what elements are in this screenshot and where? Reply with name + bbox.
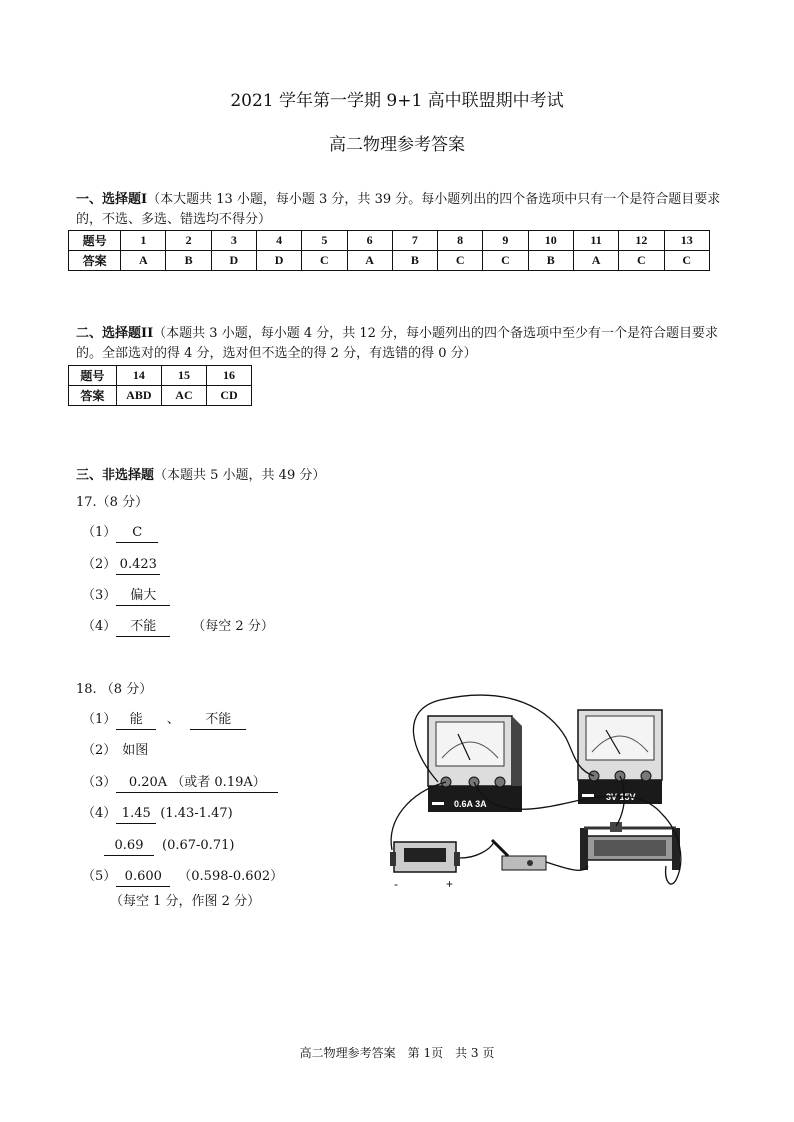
answer-range: (1.43-1.47) bbox=[160, 806, 233, 821]
question-cell: 8 bbox=[438, 231, 483, 251]
item-number: （4） bbox=[82, 806, 117, 821]
question-cell: 4 bbox=[256, 231, 301, 251]
answer-cell: CD bbox=[206, 386, 251, 406]
answer-cell: B bbox=[392, 251, 437, 271]
question-cell: 1 bbox=[121, 231, 166, 251]
answer-cell: A bbox=[347, 251, 392, 271]
answer-table-1 bbox=[68, 230, 710, 271]
section2-paragraph bbox=[76, 324, 726, 364]
table-row bbox=[69, 251, 710, 271]
q18-item-6 bbox=[82, 868, 283, 887]
answer-blank: 不能 bbox=[190, 711, 246, 730]
question-cell: 13 bbox=[664, 231, 709, 251]
answer-range: (0.67-0.71) bbox=[162, 838, 235, 853]
section2-heading: 二、选择题II bbox=[76, 326, 154, 341]
section1-description: （本大题共 13 小题，每小题 3 分，共 39 分。每小题列出的四个备选项中只有一个是符合题目要求的，不选、多选、错选均不得分） bbox=[76, 192, 721, 227]
answer-blank: 偏大 bbox=[116, 587, 170, 606]
answer-blank: 0.20A （或者 0.19A） bbox=[116, 774, 278, 793]
plus-sign: + bbox=[446, 877, 454, 891]
section1-heading: 一、选择题I bbox=[76, 192, 148, 207]
question-cell: 12 bbox=[619, 231, 664, 251]
q17-item-2 bbox=[82, 556, 160, 575]
answer-cell: AC bbox=[161, 386, 206, 406]
ammeter-label: 0.6A 3A bbox=[454, 799, 487, 809]
item-number: （2） bbox=[82, 557, 117, 572]
question-cell: 3 bbox=[211, 231, 256, 251]
separator: 、 bbox=[166, 712, 180, 727]
item-number: （5） bbox=[82, 869, 117, 884]
section3-paragraph bbox=[76, 466, 726, 486]
circuit-diagram bbox=[380, 690, 710, 895]
table-header-cell: 题号 bbox=[69, 366, 117, 386]
question-cell: 2 bbox=[166, 231, 211, 251]
voltmeter bbox=[578, 710, 662, 804]
answer-cell: A bbox=[573, 251, 618, 271]
answer-blank: C bbox=[116, 524, 158, 543]
question-cell: 6 bbox=[347, 231, 392, 251]
question-cell: 11 bbox=[573, 231, 618, 251]
item-number: （1） bbox=[82, 712, 117, 727]
answer-cell: D bbox=[211, 251, 256, 271]
answer-cell: B bbox=[166, 251, 211, 271]
section1-paragraph bbox=[76, 190, 726, 230]
answer-range: （0.598-0.602） bbox=[178, 869, 284, 884]
q18-item-5 bbox=[104, 837, 234, 856]
answer-blank: 能 bbox=[116, 711, 156, 730]
table-row bbox=[69, 231, 710, 251]
page-title: 2021 学年第一学期 9+1 高中联盟期中考试 bbox=[230, 91, 564, 111]
answer-text: 如图 bbox=[122, 743, 149, 758]
ammeter bbox=[428, 716, 522, 812]
answer-blank: 0.69 bbox=[104, 837, 154, 856]
question-cell: 15 bbox=[161, 366, 206, 386]
question-cell: 16 bbox=[206, 366, 251, 386]
q18-label: 18. （8 分） bbox=[76, 682, 153, 697]
section3-description: （本题共 5 小题，共 49 分） bbox=[154, 468, 326, 483]
q17-item-3 bbox=[82, 587, 170, 606]
page-footer: 高二物理参考答案 第 1页 共 3 页 bbox=[299, 1046, 495, 1060]
question-cell: 10 bbox=[528, 231, 573, 251]
table-header-cell: 题号 bbox=[69, 231, 121, 251]
section3-heading: 三、非选择题 bbox=[76, 468, 155, 483]
answer-cell: C bbox=[302, 251, 347, 271]
question-cell: 9 bbox=[483, 231, 528, 251]
q18-score-note: （每空 1 分，作图 2 分） bbox=[110, 894, 261, 909]
section2-description: （本题共 3 小题，每小题 4 分，共 12 分，每小题列出的四个备选项中至少有一个是符合题目要求的。全部选对的得 4 分，选对但不选全的得 2 分，有选错的得 0 分） bbox=[76, 326, 719, 361]
q18-item-1 bbox=[82, 711, 246, 730]
voltmeter-label: 3V 15V bbox=[606, 792, 636, 802]
q18-item-4 bbox=[82, 805, 233, 824]
q17-item-1 bbox=[82, 524, 158, 543]
score-note: （每空 2 分） bbox=[192, 619, 274, 634]
table-header-cell: 答案 bbox=[69, 386, 117, 406]
answer-cell: C bbox=[664, 251, 709, 271]
table-row bbox=[69, 366, 252, 386]
switch bbox=[492, 840, 546, 870]
minus-sign: - bbox=[394, 877, 398, 891]
answer-cell: A bbox=[121, 251, 166, 271]
answer-blank: 0.423 bbox=[116, 556, 160, 575]
answer-table-2 bbox=[68, 365, 252, 406]
table-row bbox=[69, 386, 252, 406]
item-number: （4） bbox=[82, 619, 117, 634]
item-number: （3） bbox=[82, 775, 117, 790]
answer-blank: 0.600 bbox=[116, 868, 170, 887]
q18-item-2 bbox=[82, 742, 148, 760]
q17-label: 17.（8 分） bbox=[76, 495, 149, 510]
question-cell: 7 bbox=[392, 231, 437, 251]
item-number: （1） bbox=[82, 525, 117, 540]
answer-cell: C bbox=[483, 251, 528, 271]
question-cell: 5 bbox=[302, 231, 347, 251]
answer-cell: ABD bbox=[116, 386, 161, 406]
battery bbox=[390, 842, 460, 891]
answer-cell: B bbox=[528, 251, 573, 271]
q17-item-4 bbox=[82, 618, 274, 637]
answer-blank: 不能 bbox=[116, 618, 170, 637]
table-header-cell: 答案 bbox=[69, 251, 121, 271]
rheostat bbox=[580, 822, 680, 870]
answer-cell: C bbox=[619, 251, 664, 271]
q18-item-3 bbox=[82, 774, 278, 793]
answer-cell: D bbox=[256, 251, 301, 271]
answer-cell: C bbox=[438, 251, 483, 271]
question-cell: 14 bbox=[116, 366, 161, 386]
item-number: （2） bbox=[82, 743, 117, 758]
answer-blank: 1.45 bbox=[116, 805, 156, 824]
page-subtitle: 高二物理参考答案 bbox=[329, 135, 465, 155]
item-number: （3） bbox=[82, 588, 117, 603]
